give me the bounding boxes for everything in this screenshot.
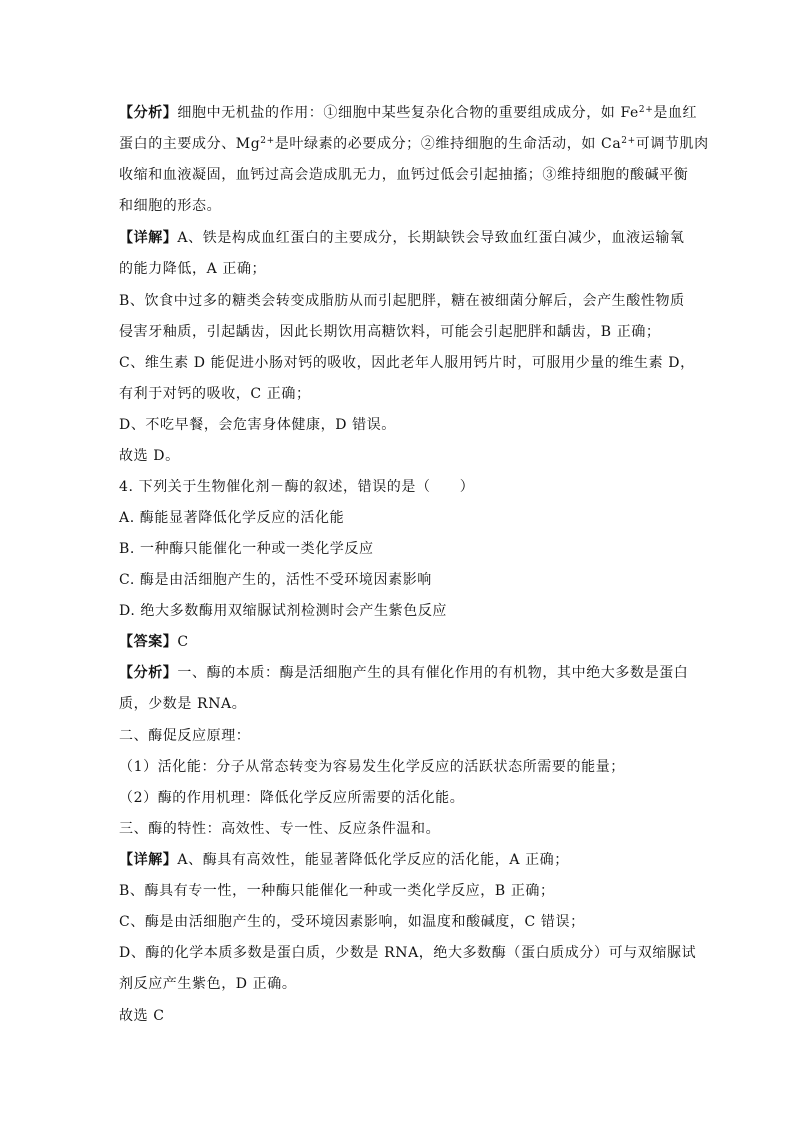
detail1-conclusion: 故选 D。 [119, 448, 180, 464]
analysis1-line2: 蛋白的主要成分、$Mg^{2+}$是叶绿素的必要成分；②维持细胞的生命活动，如 $Ca^{2+}$可调节肌肉 [119, 136, 709, 152]
answer-tag: 【答案】 [119, 634, 178, 650]
analysis1-line3: 收缩和血液凝固，血钙过高会造成肌无力，血钙过低会引起抽搐；③维持细胞的酸碱平衡 [119, 167, 689, 183]
question4-option-d: D. 绝大多数酶用双缩脲试剂检测时会产生紫色反应 [119, 603, 448, 619]
answer-line [119, 632, 189, 652]
analysis-tag: 【分析】 [119, 665, 178, 681]
detail2-line3: C、酶是由活细胞产生的，受环境因素影响，如温度和酸碱度，C 错误； [119, 914, 585, 930]
answer-value: C [177, 634, 189, 650]
analysis1-line4: 和细胞的形态。 [119, 198, 222, 214]
detail1-line7: D、不吃早餐，会危害身体健康，D 错误。 [119, 417, 396, 433]
detail2-conclusion: 故选 C [119, 1008, 165, 1024]
detail2-line2: B、酶具有专一性，一种酶只能催化一种或一类化学反应，B 正确； [119, 883, 555, 899]
detail1-line4: 侵害牙釉质，引起龋齿，因此长期饮用高糖饮料，可能会引起肥胖和龋齿，B 正确； [119, 324, 661, 340]
detail1-line3: B、饮食中过多的糖类会转变成脂肪从而引起肥胖，糖在被细菌分解后，会产生酸性物质 [119, 293, 685, 309]
analysis2-line6: 三、酶的特性：高效性、专一性、反应条件温和。 [119, 821, 441, 837]
analysis-tag: 【分析】 [119, 105, 178, 121]
question4-option-a: A. 酶能显著降低化学反应的活化能 [119, 510, 345, 526]
analysis2-line5: （2）酶的作用机理：降低化学反应所需要的活化能。 [119, 790, 465, 806]
analysis1-line1: 【分析】细胞中无机盐的作用：①细胞中某些复杂化合物的重要组成成分，如 $Fe^{2+}$是血红 [119, 105, 698, 121]
analysis2-line2: 质，少数是 RNA。 [119, 696, 247, 712]
question4-stem: 4. 下列关于生物催化剂－酶的叙述，错误的是（ ） [119, 479, 475, 495]
analysis2-line1: 【分析】一、酶的本质：酶是活细胞产生的具有催化作用的有机物，其中绝大多数是蛋白 [119, 665, 689, 681]
analysis2-line3: 二、酶促反应原理： [119, 728, 251, 744]
detail1-line1: 【详解】A、铁是构成血红蛋白的主要成分，长期缺铁会导致血红蛋白减少，血液运输氧 [119, 230, 685, 246]
detail1-line2: 的能力降低，A 正确； [119, 261, 267, 277]
question4-option-c: C. 酶是由活细胞产生的，活性不受环境因素影响 [119, 572, 432, 588]
detail2-line1: 【详解】A、酶具有高效性，能显著降低化学反应的活化能，A 正确； [119, 852, 569, 868]
detail-tag: 【详解】 [119, 852, 178, 868]
analysis2-line4: （1）活化能：分子从常态转变为容易发生化学反应的活跃状态所需要的能量； [119, 759, 625, 775]
detail2-line5: 剂反应产生紫色，D 正确。 [119, 976, 297, 992]
detail2-line4: D、酶的化学本质多数是蛋白质，少数是 RNA，绝大多数酶（蛋白质成分）可与双缩脲试 [119, 945, 697, 961]
detail1-line6: 有利于对钙的吸收，C 正确； [119, 386, 311, 402]
question4-option-b: B. 一种酶只能催化一种或一类化学反应 [119, 541, 374, 557]
detail1-line5: C、维生素 D 能促进小肠对钙的吸收，因此老年人服用钙片时，可服用少量的维生素 D， [119, 355, 695, 371]
detail-tag: 【详解】 [119, 230, 178, 246]
